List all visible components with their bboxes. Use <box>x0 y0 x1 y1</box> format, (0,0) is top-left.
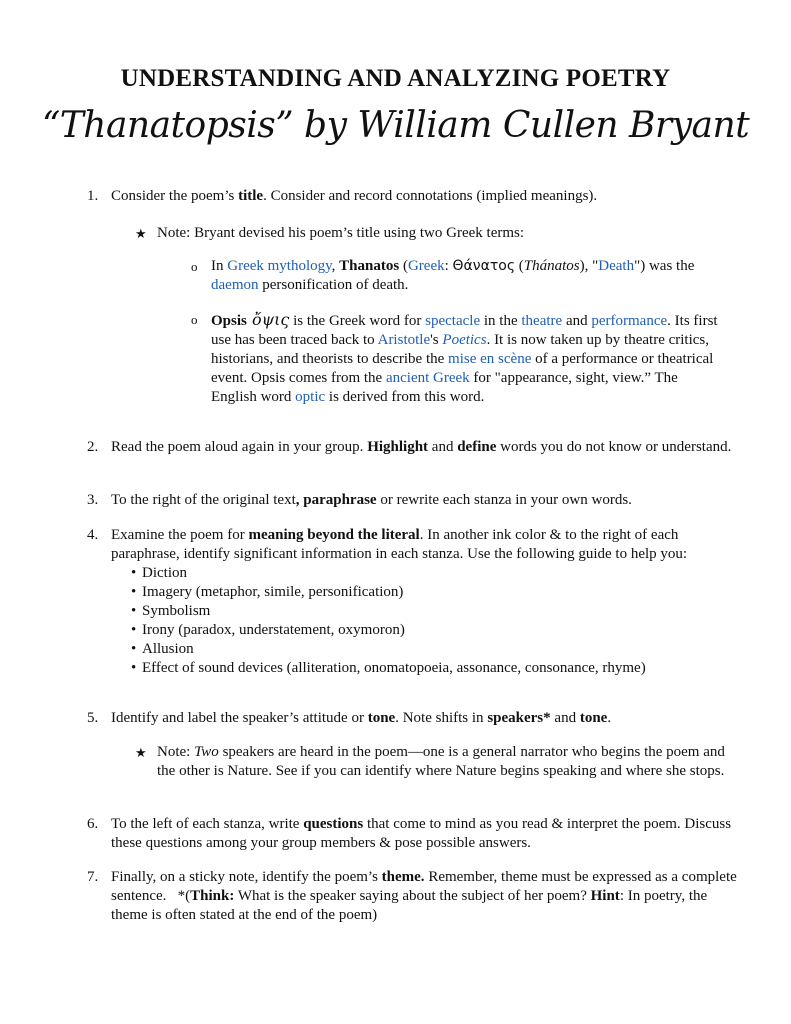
opsis-definition: o Opsis ὄψις is the Greek word for spectacle in the theatre and performance. Its first use has been traced back to Aristotle's Poetics. It is now taken up by theatre critics, historians, and theorists to describe the mise en scène of a performance or theatrical event. Opsis comes from the ancient Greek for "appearance, sight, view.” The English word optic is derived from this word. <box>191 310 718 405</box>
item-number: 5. <box>87 710 99 726</box>
link-daemon[interactable]: daemon <box>211 277 259 293</box>
item-number: 7. <box>87 869 99 885</box>
bullet-icon: • <box>131 603 137 619</box>
list-item-4: 4. Examine the poem for meaning beyond the literal. In another ink color & to the right of each paraphrase, identify significant information in each stanza. Use the following guide to help you: • Diction • Imagery (metaphor, simile, personification) • Symbolism • Irony (paradox, understatement, oxymoron) • Allusion • Effect of sound devices (alliteration, onomatopoeia, assonance, consonance, rhyme) <box>111 526 741 678</box>
list-item-3: 3. To the right of the original text, paraphrase or rewrite each stanza in your own words. <box>87 492 632 508</box>
item-5-note: ★ Note: Two speakers are heard in the poem—one is a general narrator who begins the poem and the other is Nature. See if you can identify where Nature begins speaking and where she stops. <box>135 744 725 779</box>
link-poetics[interactable]: Poetics <box>442 332 487 348</box>
greek-word: Θάνατος <box>452 258 516 274</box>
link-spectacle[interactable]: spectacle <box>425 313 481 329</box>
star-icon: ★ <box>135 745 147 760</box>
bullet-icon: • <box>131 565 137 581</box>
greek-word: ὄψις <box>246 310 290 329</box>
list-item-2: 2. Read the poem aloud again in your group. Highlight and define words you do not know or understand. <box>87 439 732 455</box>
bullet-icon: • <box>131 641 137 657</box>
list-item: • Diction <box>131 565 187 581</box>
link-aristotle[interactable]: Aristotle <box>377 332 431 348</box>
link-optic[interactable]: optic <box>295 389 326 405</box>
list-item: • Allusion <box>131 641 194 657</box>
analysis-guide-list <box>111 564 741 678</box>
bullet-icon: • <box>131 622 137 638</box>
item-number: 6. <box>87 816 99 832</box>
item-number: 3. <box>87 492 99 508</box>
list-item: • Irony (paradox, understatement, oxymoron) <box>131 622 405 638</box>
link-death[interactable]: Death <box>598 258 635 274</box>
thanatos-definition: o In Greek mythology, Thanatos (Greek: Θάνατος (Thánatos), "Death") was the daemon personification of death. <box>191 258 695 293</box>
list-item-6: 6. To the left of each stanza, write questions that come to mind as you read & interpret the poem. Discuss these questions among your group members & pose possible answers. <box>87 816 732 851</box>
item-number: 1. <box>87 188 99 204</box>
page-title: UNDERSTANDING AND ANALYZING POETRY <box>120 65 671 92</box>
star-icon: ★ <box>135 226 147 241</box>
link-performance[interactable]: performance <box>591 313 668 329</box>
list-item: • Imagery (metaphor, simile, personification) <box>131 584 404 600</box>
item-number: 4. <box>87 527 99 543</box>
link-mise-en-scene[interactable]: mise en scène <box>448 351 532 367</box>
list-item-7: 7. Finally, on a sticky note, identify the poem’s theme. Remember, theme must be expressed as a complete sentence. *(Think: What is the speaker saying about the subject of her poem? Hint: In poetry, the theme is often stated at the end of the poem) <box>87 869 741 923</box>
page-subtitle: “Thanatopsis” by William Cullen Bryant <box>41 105 750 146</box>
item-number: 2. <box>87 439 99 455</box>
link-greek-mythology[interactable]: Greek mythology <box>227 258 332 274</box>
link-greek[interactable]: Greek <box>407 258 445 274</box>
item-1-note: ★ Note: Bryant devised his poem’s title using two Greek terms: <box>135 225 525 241</box>
bullet-icon: • <box>131 660 137 676</box>
list-item: • Effect of sound devices (alliteration, onomatopoeia, assonance, consonance, rhyme) <box>131 660 646 676</box>
bullet-icon: • <box>131 584 137 600</box>
circle-bullet-icon: o <box>191 312 198 327</box>
link-theatre[interactable]: theatre <box>521 313 563 329</box>
list-item-5: 5. Identify and label the speaker’s attitude or tone. Note shifts in speakers* and tone. <box>87 710 612 726</box>
circle-bullet-icon: o <box>191 259 198 274</box>
list-item-1: 1. Consider the poem’s title. Consider and record connotations (implied meanings). <box>87 188 598 204</box>
link-ancient-greek[interactable]: ancient Greek <box>385 370 470 386</box>
list-item: • Symbolism <box>131 603 211 619</box>
